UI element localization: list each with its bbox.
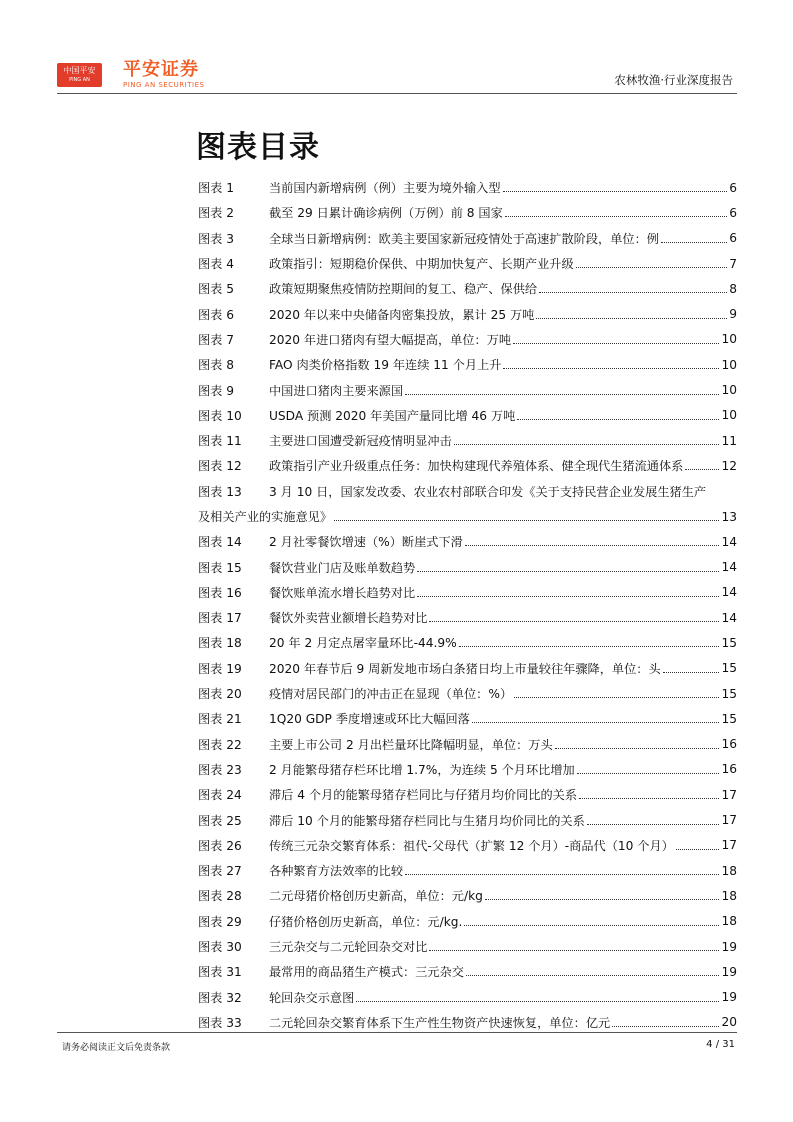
- toc-entry-page: 17: [721, 813, 737, 828]
- toc-entry-title: 轮回杂交示意图: [269, 990, 355, 1005]
- toc-entry-number: 图表 30: [198, 940, 242, 955]
- toc-entry-number: 图表 1: [198, 181, 235, 196]
- toc-leader-dots: [459, 646, 720, 647]
- toc-entry-number: 图表 2: [198, 206, 235, 221]
- toc-entry-number: 图表 29: [198, 914, 242, 929]
- toc-leader-dots: [417, 596, 719, 597]
- toc-entry[interactable]: [198, 883, 737, 908]
- logo-badge-cn: 中国平安: [63, 66, 96, 75]
- toc-entry-page: 18: [721, 888, 737, 903]
- toc-entry-page: 17: [721, 838, 737, 853]
- toc-entry-title: 20 年 2 月定点屠宰量环比-44.9%: [269, 636, 457, 651]
- toc-leader-dots: [587, 824, 720, 825]
- toc-entry-page: 17: [721, 787, 737, 802]
- toc-entry[interactable]: [198, 959, 737, 984]
- toc-entry[interactable]: [198, 327, 737, 352]
- toc-entry[interactable]: [198, 732, 737, 757]
- toc-leader-dots: [505, 216, 727, 217]
- toc-entry-number: 图表 7: [198, 332, 235, 347]
- toc-entry-number: 图表 20: [198, 687, 242, 702]
- toc-entry-title: 1Q20 GDP 季度增速或环比大幅回落: [269, 712, 470, 727]
- toc-leader-dots: [663, 672, 720, 673]
- toc-entry-number: 图表 5: [198, 282, 235, 297]
- toc-entry-number: 图表 8: [198, 358, 235, 373]
- toc-entry[interactable]: [198, 479, 737, 504]
- toc-entry-number: 图表 11: [198, 434, 242, 449]
- toc-entry-number: 图表 31: [198, 965, 242, 980]
- toc-entry-number: 图表 12: [198, 459, 242, 474]
- toc-entry-title: 各种繁育方法效率的比较: [269, 864, 404, 879]
- ping-an-badge-logo: [57, 63, 102, 87]
- toc-entry-title: 二元母猪价格创历史新高，单位：元/kg: [269, 889, 483, 904]
- toc-entry-number: 图表 15: [198, 560, 242, 575]
- toc-leader-dots: [555, 748, 720, 749]
- toc-entry-number: 图表 24: [198, 788, 242, 803]
- toc-leader-dots: [465, 545, 720, 546]
- toc-leader-dots: [485, 899, 720, 900]
- toc-leader-dots: [454, 444, 720, 445]
- toc-entry-title: 当前国内新增病例（例）主要为境外输入型: [269, 181, 501, 196]
- toc-entry-title: 2 月社零餐饮增速（%）断崖式下滑: [269, 535, 463, 550]
- toc-entry-page: 7: [729, 256, 737, 271]
- toc-leader-dots: [685, 469, 719, 470]
- toc-entry-page: 10: [721, 408, 737, 423]
- toc-entry-continuation[interactable]: [198, 504, 737, 529]
- ping-an-securities-logo: [123, 59, 204, 90]
- toc-entry[interactable]: [198, 782, 737, 807]
- toc-entry-page: 8: [729, 281, 737, 296]
- toc-leader-dots: [612, 1026, 719, 1027]
- toc-leader-dots: [356, 1001, 719, 1002]
- toc-entry-number: 图表 33: [198, 1015, 242, 1030]
- toc-entry-page: 14: [721, 610, 737, 625]
- toc-entry-title: 餐饮营业门店及账单数趋势: [269, 560, 416, 575]
- toc-entry-number: 图表 23: [198, 762, 242, 777]
- toc-entry-number: 图表 14: [198, 535, 242, 550]
- toc-entry-title: 主要上市公司 2 月出栏量环比降幅明显，单位：万头: [269, 737, 553, 752]
- toc-entry-title: 主要进口国遭受新冠疫情明显冲击: [269, 434, 452, 449]
- page-number: 4 / 31: [706, 1039, 735, 1050]
- toc-leader-dots: [429, 621, 719, 622]
- page-title: 图表目录: [196, 130, 320, 165]
- logo-badge-en: PING AN: [69, 77, 90, 83]
- toc-entry-number: 图表 16: [198, 585, 242, 600]
- toc-entry-page: 19: [721, 990, 737, 1005]
- toc-entry-page: 14: [721, 585, 737, 600]
- toc-leader-dots: [576, 267, 728, 268]
- toc-entry[interactable]: [198, 276, 737, 301]
- toc-leader-dots: [661, 242, 727, 243]
- toc-entry[interactable]: [198, 807, 737, 832]
- toc-leader-dots: [676, 849, 720, 850]
- toc-entry-page: 15: [721, 635, 737, 650]
- toc-entry[interactable]: [198, 580, 737, 605]
- toc-entry-page: 14: [721, 534, 737, 549]
- toc-entry[interactable]: [198, 605, 737, 630]
- toc-entry-number: 图表 17: [198, 611, 242, 626]
- toc-entry-number: 图表 19: [198, 661, 242, 676]
- toc-entry-title: 三元杂交与二元轮回杂交对比: [269, 940, 428, 955]
- toc-leader-dots: [429, 950, 719, 951]
- toc-entry-number: 图表 27: [198, 864, 242, 879]
- toc-leader-dots: [517, 419, 719, 420]
- toc-entry-title: FAO 肉类价格指数 19 年连续 11 个月上升: [269, 358, 502, 373]
- figure-table-of-contents: [198, 175, 737, 1035]
- toc-entry-number: 图表 32: [198, 990, 242, 1005]
- toc-entry[interactable]: [198, 656, 737, 681]
- page-header: [0, 0, 793, 100]
- toc-entry-title: 中国进口猪肉主要来源国: [269, 383, 404, 398]
- toc-entry-number: 图表 3: [198, 231, 235, 246]
- toc-entry-page: 10: [721, 357, 737, 372]
- toc-entry[interactable]: [198, 301, 737, 326]
- disclaimer-text: 请务必阅读正文后免责条款: [62, 1043, 171, 1053]
- toc-entry-title: 滞后 10 个月的能繁母猪存栏同比与生猪月均价同比的关系: [269, 813, 585, 828]
- header-divider: [57, 93, 737, 94]
- toc-leader-dots: [536, 318, 727, 319]
- toc-entry-page: 9: [729, 307, 737, 322]
- toc-entry-page: 11: [721, 433, 737, 448]
- toc-entry[interactable]: [198, 909, 737, 934]
- toc-leader-dots: [334, 520, 719, 521]
- toc-entry[interactable]: [198, 934, 737, 959]
- toc-entry-page: 16: [721, 737, 737, 752]
- toc-entry-number: 图表 26: [198, 838, 242, 853]
- toc-entry-title: 传统三元杂交繁育体系：祖代-父母代（扩繁 12 个月）-商品代（10 个月）: [269, 838, 674, 853]
- toc-entry-number: 图表 21: [198, 712, 242, 727]
- toc-entry-number: 图表 6: [198, 307, 235, 322]
- toc-entry-title-continued: 及相关产业的实施意见》: [198, 510, 333, 524]
- toc-entry-page: 19: [721, 964, 737, 979]
- toc-leader-dots: [417, 571, 719, 572]
- toc-entry-page: 14: [721, 560, 737, 575]
- toc-leader-dots: [472, 722, 720, 723]
- toc-entry-title: 政策指引：短期稳价保供、中期加快复产、长期产业升级: [269, 257, 574, 272]
- toc-entry-number: 图表 9: [198, 383, 235, 398]
- toc-entry[interactable]: [198, 226, 737, 251]
- toc-entry-page: 15: [721, 711, 737, 726]
- toc-entry[interactable]: [198, 985, 737, 1010]
- toc-entry[interactable]: [198, 428, 737, 453]
- toc-entry-page: 18: [721, 863, 737, 878]
- toc-entry-page: 6: [729, 205, 737, 220]
- toc-entry-page: 10: [721, 332, 737, 347]
- toc-entry[interactable]: [198, 630, 737, 655]
- toc-entry-number: 图表 18: [198, 636, 242, 651]
- toc-entry-number: 图表 25: [198, 813, 242, 828]
- toc-entry-title: 3 月 10 日，国家发改委、农业农村部联合印发《关于支持民营企业发展生猪生产: [269, 484, 707, 499]
- toc-entry-title: 疫情对居民部门的冲击正在显现（单位：%）: [269, 687, 513, 702]
- logo-en-text: PING AN SECURITIES: [123, 81, 205, 89]
- toc-entry[interactable]: [198, 352, 737, 377]
- footer-divider: [57, 1032, 737, 1033]
- toc-entry[interactable]: [198, 757, 737, 782]
- toc-entry[interactable]: [198, 554, 737, 579]
- toc-leader-dots: [503, 191, 728, 192]
- toc-entry[interactable]: [198, 833, 737, 858]
- toc-leader-dots: [514, 697, 719, 698]
- toc-entry[interactable]: [198, 251, 737, 276]
- toc-entry-number: 图表 13: [198, 484, 242, 499]
- toc-entry[interactable]: [198, 706, 737, 731]
- toc-entry-title: 全球当日新增病例：欧美主要国家新冠疫情处于高速扩散阶段，单位：例: [269, 231, 659, 246]
- toc-entry[interactable]: [198, 377, 737, 402]
- toc-entry-title: 餐饮账单流水增长趋势对比: [269, 585, 416, 600]
- toc-entry-title: 政策短期聚焦疫情防控期间的复工、稳产、保供给: [269, 282, 538, 297]
- toc-entry-title: 餐饮外卖营业额增长趋势对比: [269, 611, 428, 626]
- toc-entry-page: 6: [729, 231, 737, 246]
- toc-entry[interactable]: [198, 858, 737, 883]
- toc-entry-title: 滞后 4 个月的能繁母猪存栏同比与仔猪月均价同比的关系: [269, 788, 578, 803]
- toc-entry-page: 19: [721, 939, 737, 954]
- toc-leader-dots: [464, 925, 719, 926]
- toc-entry-page: 20: [721, 1015, 737, 1030]
- toc-leader-dots: [405, 394, 719, 395]
- toc-leader-dots: [466, 975, 719, 976]
- toc-entry-title: 仔猪价格创历史新高，单位：元/kg.: [269, 914, 463, 929]
- toc-leader-dots: [579, 798, 719, 799]
- toc-entry[interactable]: [198, 453, 737, 478]
- toc-entry[interactable]: [198, 175, 737, 200]
- toc-entry-page: 6: [729, 180, 737, 195]
- toc-entry-number: 图表 22: [198, 737, 242, 752]
- toc-entry-page: 15: [721, 686, 737, 701]
- toc-entry-page: 13: [721, 509, 737, 524]
- toc-entry-page: 18: [721, 914, 737, 929]
- toc-leader-dots: [405, 874, 719, 875]
- toc-entry-number: 图表 4: [198, 257, 235, 272]
- toc-entry[interactable]: [198, 681, 737, 706]
- toc-entry-number: 图表 28: [198, 889, 242, 904]
- toc-entry-page: 15: [721, 661, 737, 676]
- toc-leader-dots: [577, 773, 720, 774]
- toc-entry-number: 图表 10: [198, 408, 242, 423]
- toc-entry-page: 16: [721, 762, 737, 777]
- report-section-label: 农林牧渔·行业深度报告: [614, 73, 733, 87]
- toc-leader-dots: [503, 368, 719, 369]
- toc-entry-page: 12: [721, 458, 737, 473]
- toc-entry-title: 政策指引产业升级重点任务：加快构建现代养殖体系、健全现代生猪流通体系: [269, 459, 684, 474]
- logo-cn-text: 平安证券: [123, 59, 199, 80]
- toc-entry[interactable]: [198, 403, 737, 428]
- toc-entry-title: 2020 年以来中央储备肉密集投放，累计 25 万吨: [269, 307, 535, 322]
- toc-entry[interactable]: [198, 200, 737, 225]
- toc-entry-title: 2020 年春节后 9 周新发地市场白条猪日均上市量较往年骤降，单位：头: [269, 661, 661, 676]
- toc-entry[interactable]: [198, 529, 737, 554]
- toc-leader-dots: [513, 343, 719, 344]
- toc-entry-title: 2020 年进口猪肉有望大幅提高，单位：万吨: [269, 332, 512, 347]
- toc-entry-title: 最常用的商品猪生产模式：三元杂交: [269, 965, 464, 980]
- toc-entry-page: 10: [721, 383, 737, 398]
- toc-entry-title: 2 月能繁母猪存栏环比增 1.7%，为连续 5 个月环比增加: [269, 762, 575, 777]
- toc-entry-title: 二元轮回杂交繁育体系下生产性生物资产快速恢复，单位：亿元: [269, 1015, 611, 1030]
- toc-entry-title: USDA 预测 2020 年美国产量同比增 46 万吨: [269, 408, 516, 423]
- toc-leader-dots: [539, 292, 727, 293]
- toc-entry-title: 截至 29 日累计确诊病例（万例）前 8 国家: [269, 206, 503, 221]
